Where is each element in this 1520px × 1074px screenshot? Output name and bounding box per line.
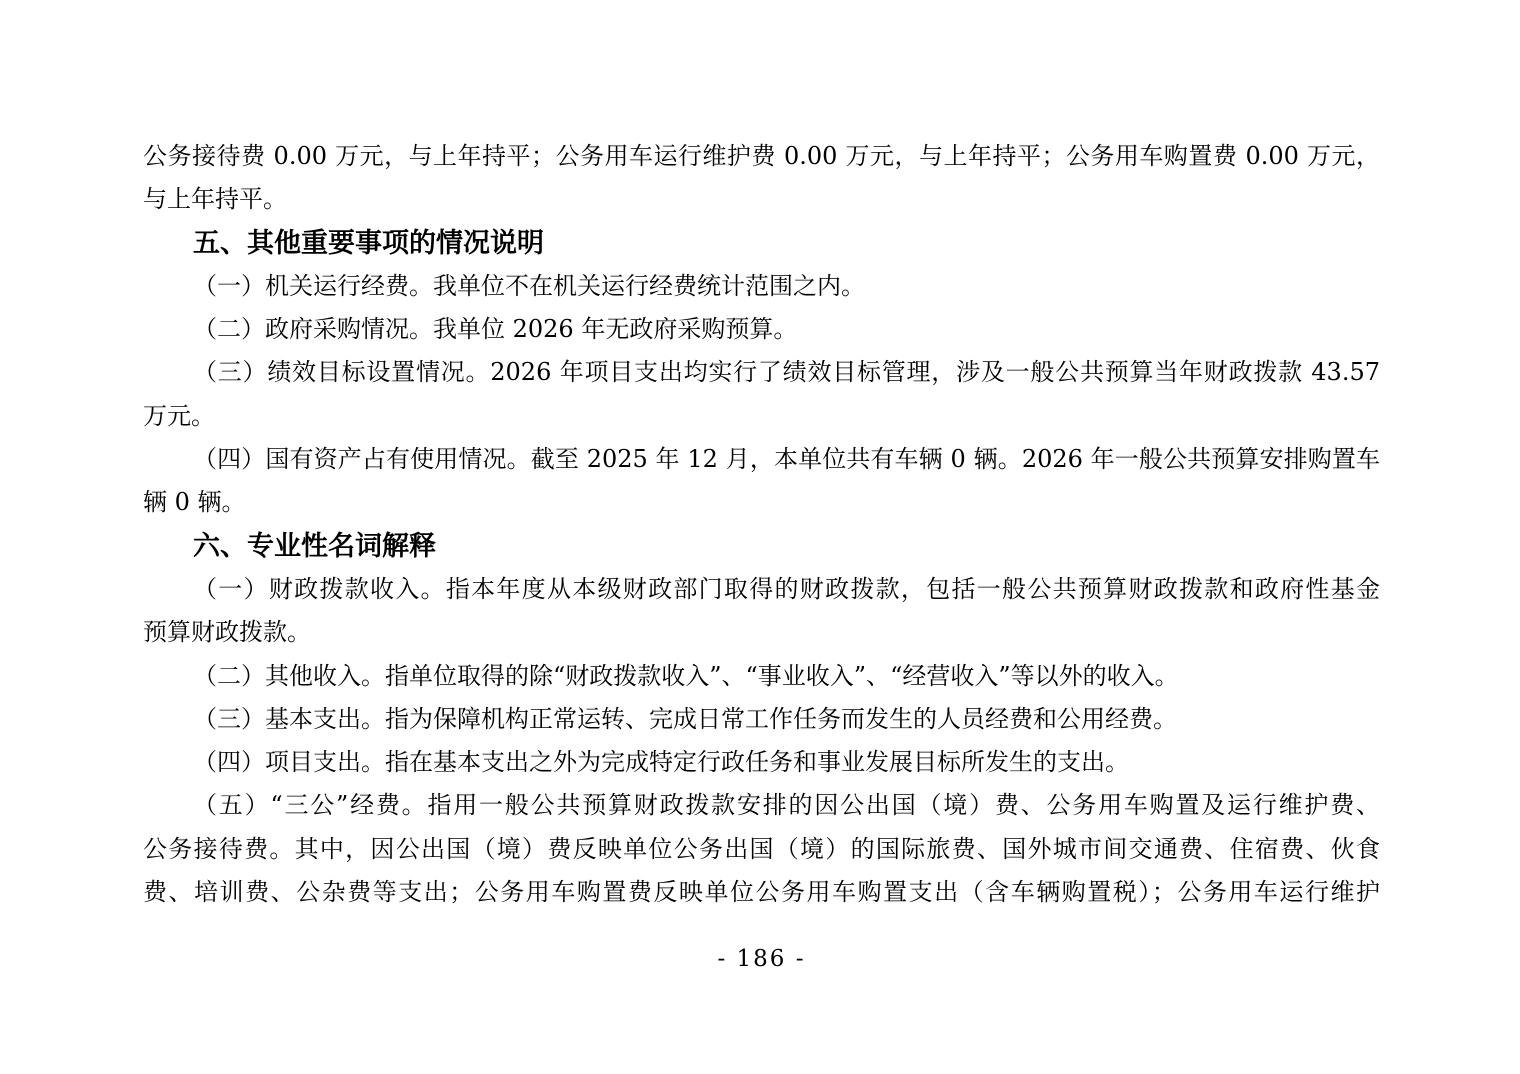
text-line-paragraph-end: 与上年持平。 [143,185,287,214]
text-line-term-3: （三）基本支出。指为保障机构正常运转、完成日常工作任务而发生的人员经费和公用经费。 [193,704,1177,733]
text-line-term-5: （五）“三公”经费。指用一般公共预算财政拨款安排的因公出国（境）费、公务用车购置及运行维护费、 [193,791,1380,820]
text-line-term-5-cont-2: 费、培训费、公杂费等支出；公务用车购置费反映单位公务用车购置支出（含车辆购置税）；公务用车运行维护 [143,878,1380,907]
text-line-term-5-cont-1: 公务接待费。其中，因公出国（境）费反映单位公务出国（境）的国际旅费、国外城市间交通费、住宿费、伙食 [143,834,1380,863]
text-line-continuation: 公务接待费 0.00 万元，与上年持平；公务用车运行维护费 0.00 万元，与上年持平；公务用车购置费 0.00 万元， [143,142,1380,170]
text-line-term-1-end: 预算财政拨款。 [143,618,311,647]
text-line-term-4: （四）项目支出。指在基本支出之外为完成特定行政任务和事业发展目标所发生的支出。 [193,748,1129,777]
document-page [143,0,1380,981]
text-line-item-3-end: 万元。 [143,401,215,430]
text-line-item-3: （三）绩效目标设置情况。2026 年项目支出均实行了绩效目标管理，涉及一般公共预算当年财政拨款 43.57 [193,358,1380,387]
heading-section-6: 六、专业性名词解释 [193,530,436,562]
text-line-item-4: （四）国有资产占有使用情况。截至 2025 年 12 月，本单位共有车辆 0 辆。2026 年一般公共预算安排购置车 [193,445,1380,474]
heading-section-5: 五、其他重要事项的情况说明 [193,227,544,259]
text-line-item-4-end: 辆 0 辆。 [143,488,246,517]
page-number: - 186 - [717,946,806,973]
text-line-term-1: （一）财政拨款收入。指本年度从本级财政部门取得的财政拨款，包括一般公共预算财政拨款和政府性基金 [193,574,1380,603]
text-line-term-2: （二）其他收入。指单位取得的除“财政拨款收入”、“事业收入”、“经营收入”等以外的收入。 [193,661,1179,690]
text-line-item-1: （一）机关运行经费。我单位不在机关运行经费统计范围之内。 [193,271,865,300]
text-line-item-2: （二）政府采购情况。我单位 2026 年无政府采购预算。 [193,315,798,344]
